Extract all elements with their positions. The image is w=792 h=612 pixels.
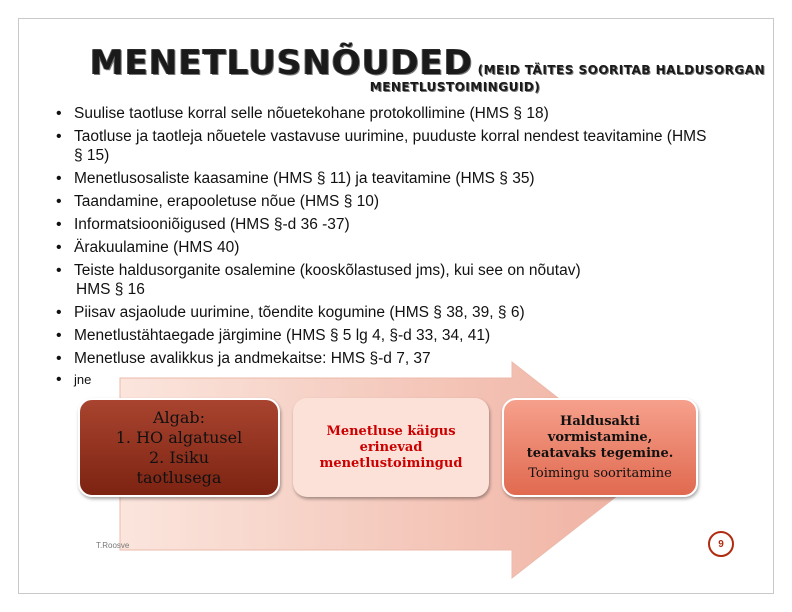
title-sub: (MEID TÄITES SOORITAB HALDUSORGAN (477, 63, 766, 77)
bullet-list (52, 104, 712, 391)
bullet-item: • Menetlustähtaegade järgimine (HMS § 5 lg 4, §-d 33, 34, 41) (52, 326, 712, 345)
step-start-line: 1. HO algatusel (115, 427, 243, 447)
bullet-item: • jne (52, 372, 712, 387)
page-number-badge: 9 (708, 531, 734, 557)
title-main: MENETLUSNÕUDED (90, 43, 474, 83)
step-end-line: teatavaks tegemine. (526, 445, 674, 461)
bullet-item: • Menetlusosaliste kaasamine (HMS § 11) ja teavitamine (HMS § 35) (52, 169, 712, 188)
bullet-continuation: HMS § 16 (76, 281, 145, 298)
step-start-line: 2. Isiku (149, 447, 209, 467)
bullet-item: • Informatsiooniõigused (HMS §-d 36 -37) (52, 215, 712, 234)
step-end-line: vormistamine, (547, 429, 653, 445)
bullet-item: • Teiste haldusorganite osalemine (kooskõlastused jms), kui see on nõutav) HMS § 16 (52, 261, 712, 299)
step-middle-line: Menetluse käigus (326, 423, 456, 439)
bullet-item: • Ärakuulamine (HMS 40) (52, 238, 712, 257)
slide-title (90, 43, 766, 110)
process-step-middle (293, 398, 489, 497)
bullet-item: • Taotluse ja taotleja nõuetele vastavuse uurimine, puuduste korral nendest teavitamine (HMS § 15) (52, 127, 712, 165)
process-step-start (78, 398, 280, 497)
bullet-item: • Menetluse avalikkus ja andmekaitse: HMS §-d 7, 37 (52, 349, 712, 368)
title-sub-continued: MENETLUSTOIMINGUID) (369, 80, 541, 94)
bullet-item: • Piisav asjaolude uurimine, tõendite kogumine (HMS § 38, 39, § 6) (52, 303, 712, 322)
step-start-line: Algab: (152, 407, 206, 427)
process-step-end (502, 398, 698, 497)
footer-author: T.Roosve (96, 541, 130, 550)
step-end-line: Haldusakti (560, 413, 640, 429)
step-middle-line: erinevad (359, 439, 423, 455)
step-end-line: Toimingu sooritamine (528, 465, 672, 481)
step-start-line: taotlusega (136, 467, 222, 487)
bullet-item: • Suulise taotluse korral selle nõuetekohane protokollimine (HMS § 18) (52, 104, 712, 123)
step-middle-line: menetlustoimingud (319, 455, 463, 471)
bullet-item: • Taandamine, erapooletuse nõue (HMS § 10) (52, 192, 712, 211)
